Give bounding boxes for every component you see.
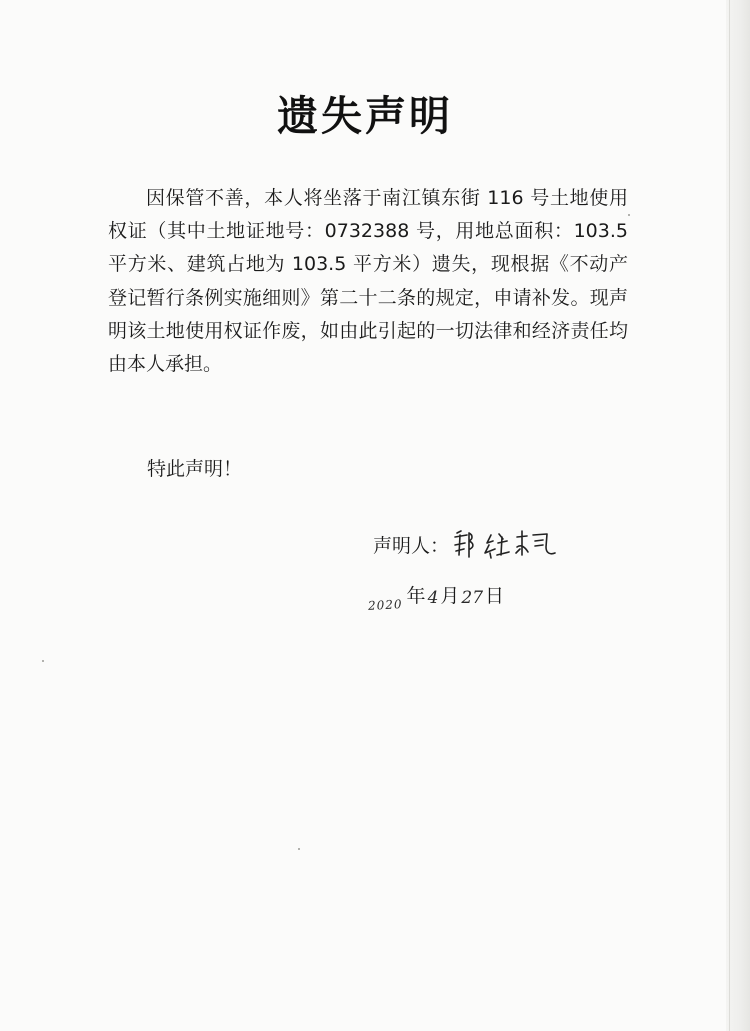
handwritten-month: 4 [427,588,439,608]
handwritten-year: 2020 [367,597,403,613]
page-title: 遗失声明 [277,92,453,140]
scan-speck [628,214,630,216]
handwritten-signature [451,525,561,563]
scan-speck [298,848,300,850]
statement-body: 因保管不善，本人将坐落于南江镇东街 116 号土地使用权证（其中土地证地号：0732388 号，用地总面积：103.5 平方米、建筑占地为 103.5 平方米）遗失，现根据《不动产登记暂行条例实施细则》第二十二条的规定，申请补发。现声明该土地使用权证作废，如由此引起的一切法律和经济责任均由本人承担。 [108,187,628,376]
handwritten-day: 27 [461,588,484,608]
day-suffix: 日 [485,585,505,607]
scan-speck [42,660,44,662]
closing-line: 特此声明！ [147,458,243,480]
declarant-row [373,524,561,564]
declarant-label: 声明人： [373,534,450,557]
date-line [367,568,505,613]
year-suffix: 年 [406,585,426,607]
month-suffix: 月 [440,585,460,607]
page-fold-line [729,0,730,1031]
